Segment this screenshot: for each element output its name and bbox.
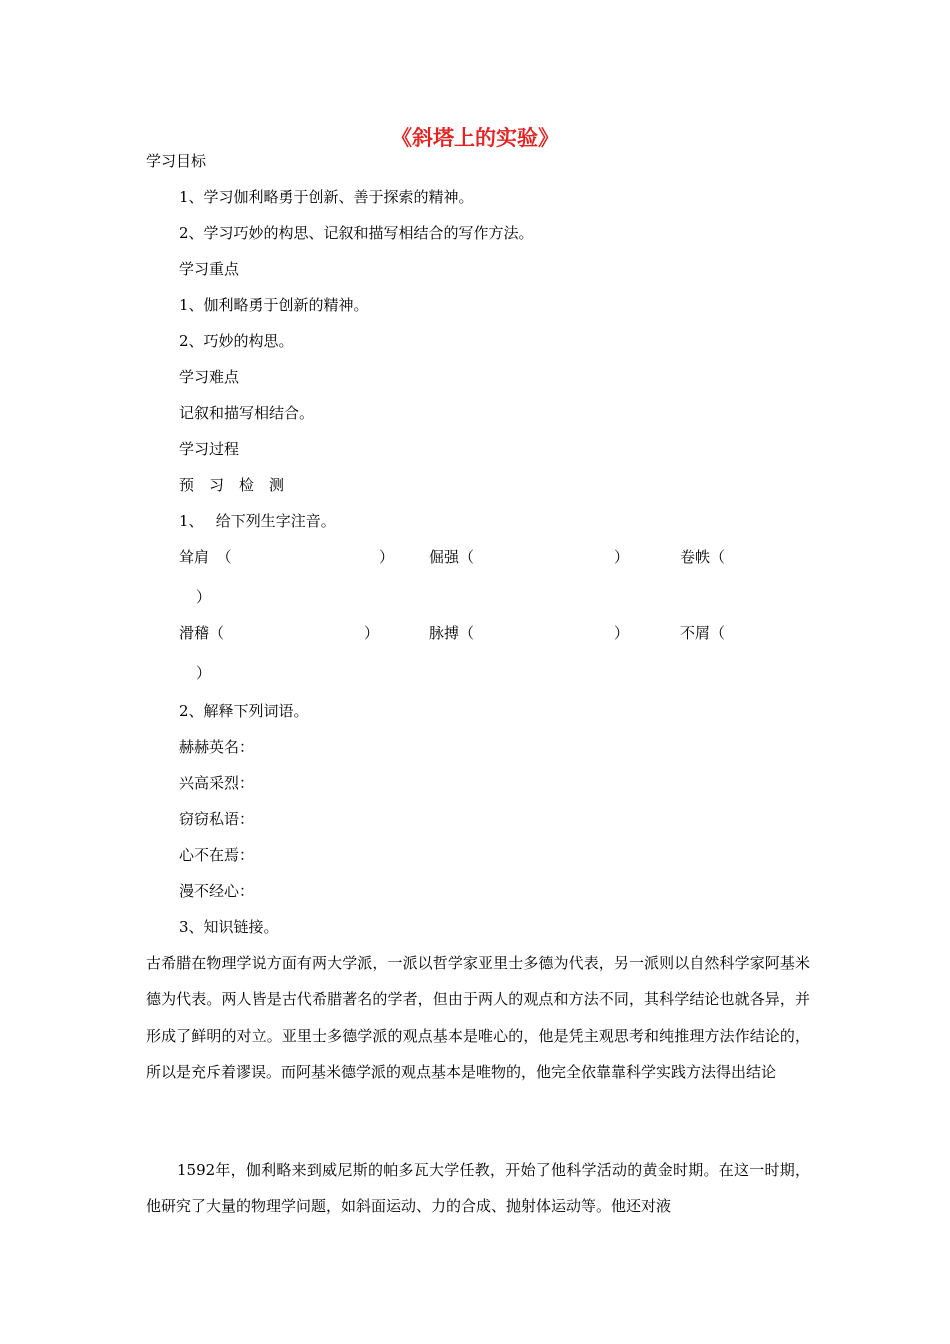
key-points-heading: 学习重点: [179, 260, 240, 278]
term-2: 兴高采烈：: [179, 774, 255, 792]
question-3-label: 3、知识链接。: [179, 918, 279, 936]
process-heading: 学习过程: [179, 440, 240, 458]
objectives-heading: 学习目标: [146, 152, 207, 170]
pinyin-close-1: ）: [379, 548, 395, 566]
objective-item-2: 2、学习巧妙的构思、记叙和描写相结合的写作方法。: [179, 224, 534, 242]
knowledge-paragraph-2: 1592年，伽利略来到威尼斯的帕多瓦大学任教，开始了他科学活动的黄金时期。在这一时期，他研究了大量的物理学问题，如斜面运动、力的合成、抛射体运动等。他还对液: [146, 1161, 810, 1216]
difficulty-heading: 学习难点: [179, 368, 240, 386]
key-point-item-2: 2、巧妙的构思。: [179, 332, 294, 350]
pinyin-item-1: 耸肩 （: [179, 548, 232, 566]
objective-item-1: 1、学习伽利略勇于创新、善于探索的精神。: [179, 188, 474, 206]
difficulty-text: 记叙和描写相结合。: [179, 404, 315, 422]
question-2-label: 2、解释下列词语。: [179, 702, 309, 720]
term-5: 漫不经心：: [179, 882, 255, 900]
question-1-label: 1、 给下列生字注音。: [179, 512, 336, 530]
term-4: 心不在焉：: [179, 846, 255, 864]
document-title: 《斜塔上的实验》: [391, 125, 559, 150]
key-point-item-1: 1、伽利略勇于创新的精神。: [179, 296, 369, 314]
pinyin-item-6: 不屑（: [680, 624, 726, 642]
preview-check-heading: 预 习 检 测: [179, 476, 285, 494]
pinyin-close-2: ）: [614, 548, 630, 566]
pinyin-close-5: ）: [614, 624, 630, 642]
pinyin-item-3: 卷帙（: [680, 548, 726, 566]
pinyin-close-4: ）: [364, 624, 380, 642]
pinyin-item-2: 倔强（: [429, 548, 475, 566]
term-1: 赫赫英名：: [179, 738, 255, 756]
term-3: 窃窃私语：: [179, 810, 255, 828]
pinyin-item-4: 滑稽（: [179, 624, 225, 642]
pinyin-item-5: 脉搏（: [429, 624, 475, 642]
pinyin-close-6: ）: [196, 664, 212, 682]
pinyin-close-3: ）: [196, 588, 212, 606]
knowledge-paragraph-1: 古希腊在物理学说方面有两大学派，一派以哲学家亚里士多德为代表，另一派则以自然科学家阿基米德为代表。两人皆是古代希腊著名的学者，但由于两人的观点和方法不同，其科学结论也就各异，并形成了鲜明的对立。亚里士多德学派的观点基本是唯心的，他是凭主观思考和纯推理方法作结论的，所以是充斥着谬误。而阿基米德学派的观点基本是唯物的，他完全依靠靠科学实践方法得出结论: [146, 954, 810, 1082]
